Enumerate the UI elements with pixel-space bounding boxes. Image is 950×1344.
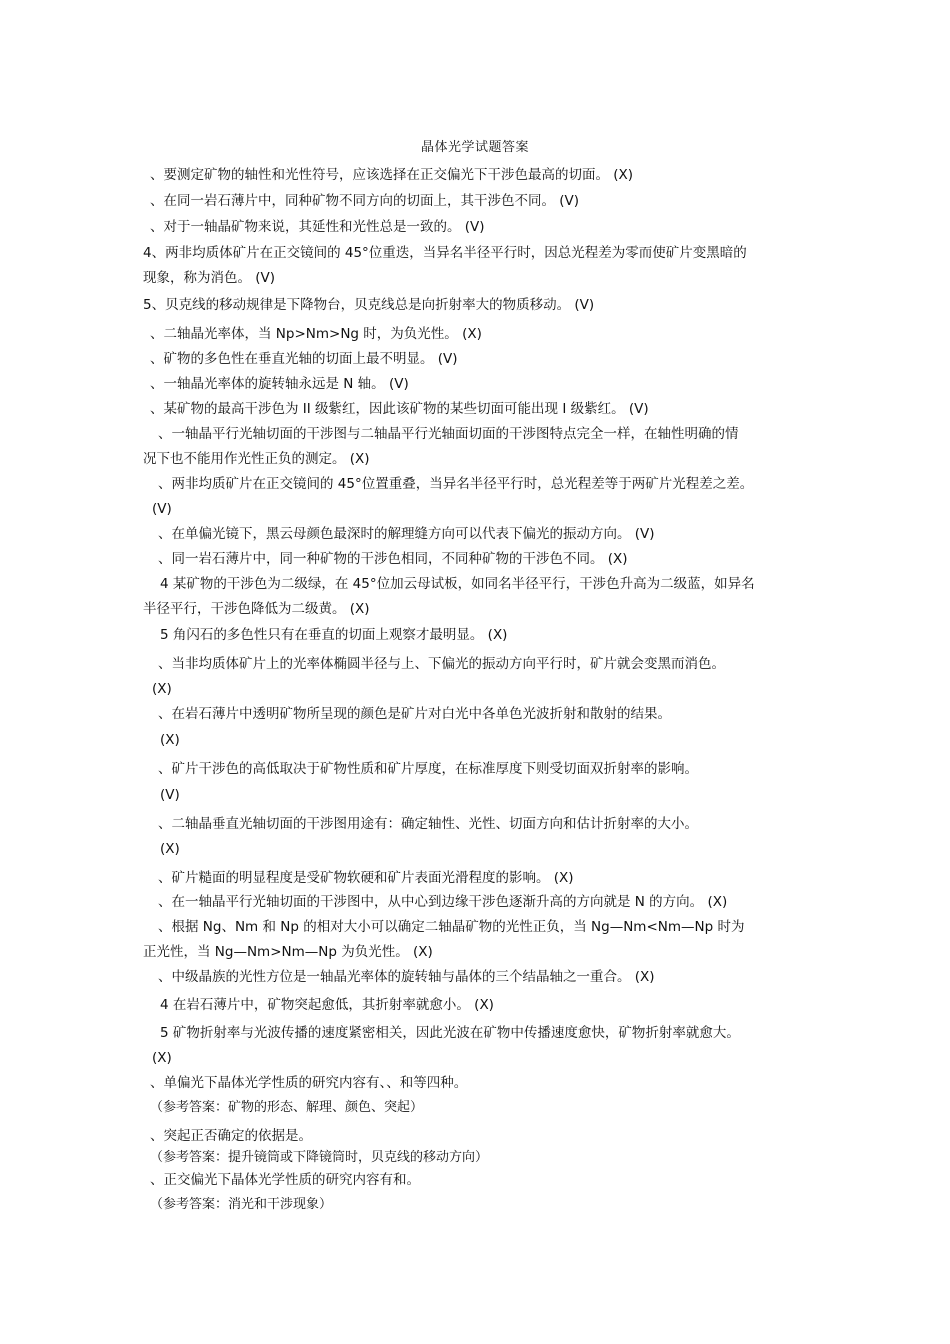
answer-line: 、在同一岩石薄片中，同种矿物不同方向的切面上，其干涉色不同。 (V)	[150, 193, 580, 209]
answer-line: 、在一轴晶平行光轴切面的干涉图中，从中心到边缘干涉色逐渐升高的方向就是 N 的方向。 (X)	[158, 894, 728, 910]
answer-line: 、在单偏光镜下，黑云母颜色最深时的解理缝方向可以代表下偏光的振动方向。 (V)	[158, 526, 655, 542]
answer-line: （参考答案：矿物的形态、解理、颜色、突起）	[150, 1100, 424, 1115]
answer-line: (X)	[160, 841, 180, 857]
answer-line: (V)	[160, 787, 180, 803]
answer-line: 5、贝克线的移动规律是下降物台，贝克线总是向折射率大的物质移动。 (V)	[143, 297, 595, 313]
document-title: 晶体光学试题答案	[420, 140, 529, 155]
answer-line: 、二轴晶垂直光轴切面的干涉图用途有：确定轴性、光性、切面方向和估计折射率的大小。	[158, 816, 698, 832]
answer-line: 现象，称为消色。 (V)	[143, 270, 276, 286]
answer-line: 、要测定矿物的轴性和光性符号，应该选择在正交偏光下干涉色最高的切面。 (X)	[150, 167, 634, 183]
answer-line: 5 角闪石的多色性只有在垂直的切面上观察才最明显。 (X)	[160, 627, 508, 643]
answer-line: 、突起正否确定的依据是。	[150, 1128, 312, 1144]
answer-line: 5 矿物折射率与光波传播的速度紧密相关，因此光波在矿物中传播速度愈快，矿物折射率就愈大。	[160, 1025, 740, 1041]
answer-line: 、二轴晶光率体，当 Np>Nm>Ng 时，为负光性。 (X)	[150, 326, 482, 342]
answer-line: 、某矿物的最高干涉色为 II 级紫红，因此该矿物的某些切面可能出现 I 级紫红。 (V)	[150, 401, 649, 417]
answer-line: 半径平行，干涉色降低为二级黄。 (X)	[143, 601, 370, 617]
answer-line: 、在岩石薄片中透明矿物所呈现的颜色是矿片对白光中各单色光波折射和散射的结果。	[158, 706, 671, 722]
answer-line: 正光性，当 Ng—Nm>Nm—Np 为负光性。 (X)	[143, 944, 433, 960]
answer-line: (X)	[152, 1050, 172, 1066]
answer-line: 4 在岩石薄片中，矿物突起愈低，其折射率就愈小。 (X)	[160, 997, 494, 1013]
answer-line: 、同一岩石薄片中，同一种矿物的干涉色相同，不同种矿物的干涉色不同。 (X)	[158, 551, 628, 567]
answer-line: 、矿片干涉色的高低取决于矿物性质和矿片厚度，在标准厚度下则受切面双折射率的影响。	[158, 761, 698, 777]
answer-line: 4、两非均质体矿片在正交镜间的 45°位重迭，当异名半径平行时，因总光程差为零而使矿片变黑暗的	[143, 245, 747, 261]
answer-line: (X)	[152, 681, 172, 697]
answer-line: (V)	[152, 501, 172, 517]
answer-line: (X)	[160, 732, 180, 748]
answer-line: 况下也不能用作光性正负的测定。 (X)	[143, 451, 370, 467]
answer-line: 、一轴晶平行光轴切面的干涉图与二轴晶平行光轴面切面的干涉图特点完全一样，在轴性明确的情	[158, 426, 739, 442]
answer-line: 、矿物的多色性在垂直光轴的切面上最不明显。 (V)	[150, 351, 458, 367]
answer-line: 、两非均质矿片在正交镜间的 45°位置重叠，当异名半径平行时，总光程差等于两矿片光程差之差。	[158, 476, 754, 492]
answer-line: 、一轴晶光率体的旋转轴永远是 N 轴。 (V)	[150, 376, 409, 392]
answer-line: （参考答案：提升镜筒或下降镜筒时，贝克线的移动方向）	[150, 1150, 489, 1165]
answer-line: 、中级晶族的光性方位是一轴晶光率体的旋转轴与晶体的三个结晶轴之一重合。 (X)	[158, 969, 655, 985]
answer-line: （参考答案：消光和干涉现象）	[150, 1197, 333, 1212]
answer-line: 、单偏光下晶体光学性质的研究内容有、、和等四种。	[150, 1075, 468, 1091]
answer-line: 、当非均质体矿片上的光率体椭圆半径与上、下偏光的振动方向平行时，矿片就会变黑而消色。	[158, 656, 725, 672]
answer-line: 、矿片糙面的明显程度是受矿物软硬和矿片表面光滑程度的影响。 (X)	[158, 870, 574, 886]
answer-line: 、根据 Ng、Nm 和 Np 的相对大小可以确定二轴晶矿物的光性正负，当 Ng—Nm<Nm—Np 时为	[158, 919, 745, 935]
answer-line: 、正交偏光下晶体光学性质的研究内容有和。	[150, 1172, 420, 1188]
answer-line: 、对于一轴晶矿物来说，其延性和光性总是一致的。 (V)	[150, 219, 485, 235]
answer-line: 4 某矿物的干涉色为二级绿，在 45°位加云母试板，如同名半径平行，干涉色升高为二级蓝，如异名	[160, 576, 755, 592]
